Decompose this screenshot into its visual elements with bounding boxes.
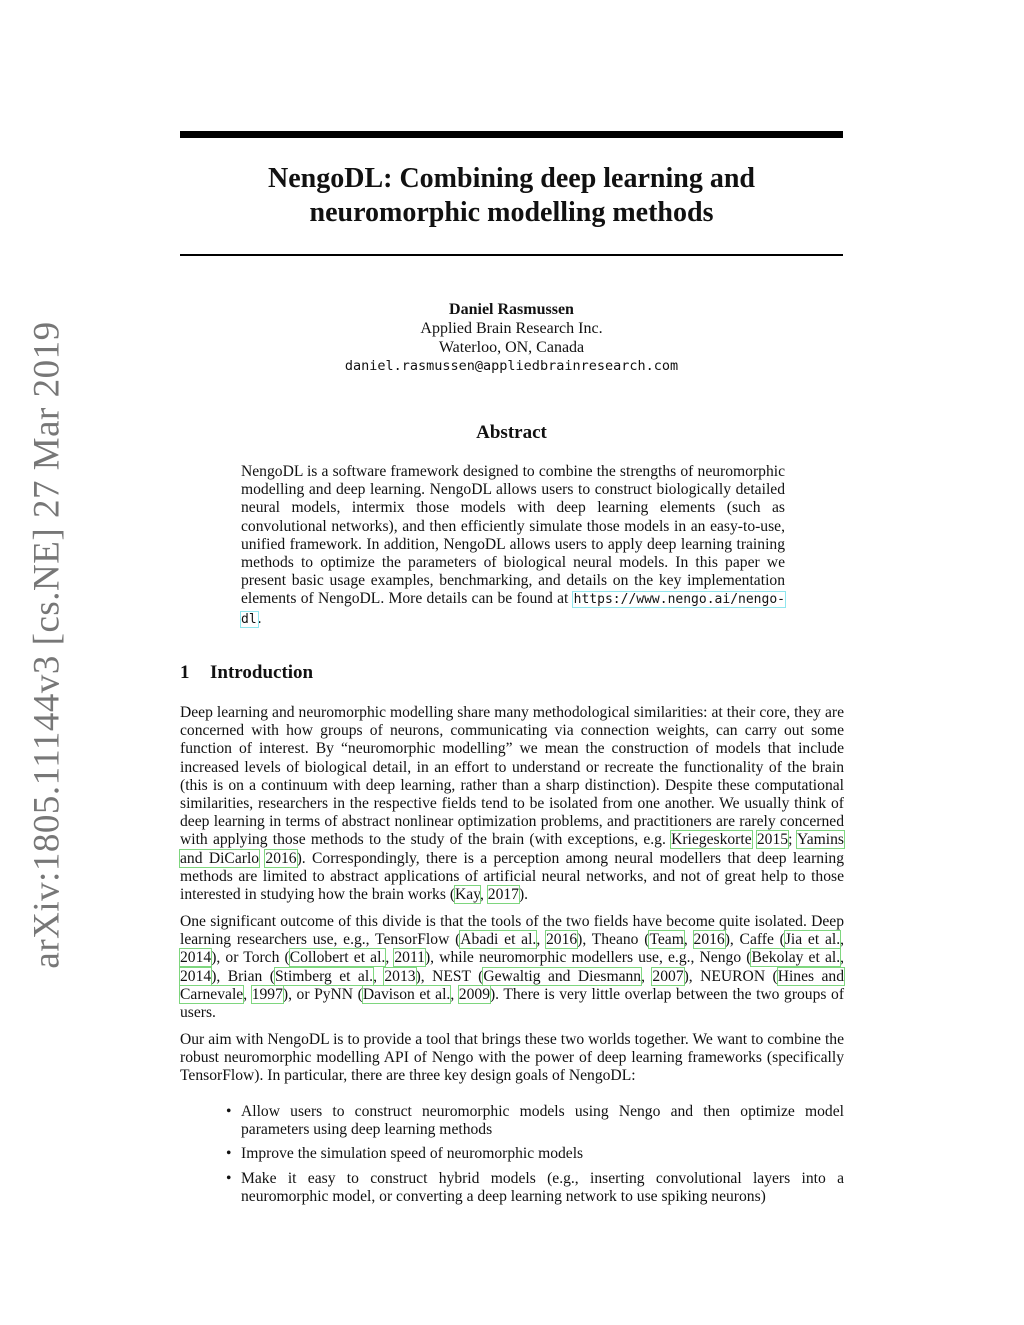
citation-link[interactable]: Gewaltig and Diesmann [483, 967, 642, 985]
arxiv-side-stamp: arXiv:1805.11144v3 [cs.NE] 27 Mar 2019 [26, 321, 68, 969]
intro-paragraph-2: One significant outcome of this divide is that the tools of the two fields have become quite isolated. Deep learning researchers use, e.g., TensorFlow (Abadi et al., 2016), Theano (Team, 2016), Caffe (Jia et al., 2014), or Torch (Collobert et al., 2011), while neuromorphic modellers use, e.g., Nengo (Bekolay et al., 2014), Brian (Stimberg et al., 2013), NEST (Gewaltig and Diesmann, 2007), NEURON (Hines and Carnevale, 1997), or PyNN (Davison et al., 2009). There is very little overlap between the two groups of users. [180, 913, 845, 1022]
citation-link[interactable]: 2016 [693, 931, 725, 949]
section-number: 1 [180, 662, 190, 683]
intro-paragraph-1: Deep learning and neuromorphic modelling share many methodological similarities: at their core, they are concerned with how groups of neurons, communicating via connection weights, can carry out some function of interest. By “neuromorphic modelling” we mean the construction of models that include increased levels of biological detail, in an effort to understand or recreate the functionality of the brain (this is on a continuum with deep learning, rather than a sharp distinction). Despite these computational similarities, researchers in the respective fields tend to be isolated from one another. We usually think of deep learning in terms of abstract nonlinear optimization problems, and practitioners are rarely concerned with applying those methods to the study of the brain (with exceptions, e.g. Kriegeskorte 2015; Yamins and DiCarlo 2016). Correspondingly, there is a perception among neural modellers that deep learning methods are limited to abstract applications of artificial neural networks, and not of great help to those interested in studying how the brain works (Kay, 2017). [180, 704, 844, 904]
citation-link[interactable]: Bekolay et al. [751, 949, 841, 967]
citation-link[interactable]: 2016 [545, 931, 578, 949]
citation-link[interactable]: Hines and Carnevale [180, 967, 844, 1003]
text-run: ), Caffe ( [724, 931, 785, 949]
bullet-icon: • [226, 1145, 232, 1163]
bullet-icon: • [226, 1103, 232, 1120]
author-affiliation: Applied Brain Research Inc. [420, 320, 603, 337]
citation-link[interactable]: 2014 [180, 967, 212, 985]
author-email[interactable]: daniel.rasmussen@appliedbrainresearch.com [344, 358, 679, 374]
text-run: One significant outcome of this divide is that the tools of the two fields have become quite isolated. Deep learning researchers use, e.g., TensorFlow ( [180, 913, 844, 949]
abstract-text: NengoDL is a software framework designed to combine the strengths of neuromorphic modelling and deep learning. NengoDL allows users to construct biologically detailed neural models, intermix those models with deep learning elements (such as convolutional networks), and then efficiently simulate those models in an easy-to-use, unified framework. In addition, NengoDL allows users to apply deep learning training methods to optimize the parameters of biological neural models. In this paper we present basic usage examples, benchmarking, and details on the key implementation elements of NengoDL. More details can be found at [241, 463, 785, 608]
title-line-2: neuromorphic modelling methods [309, 197, 714, 228]
citation-link[interactable]: Davison et al. [362, 985, 451, 1003]
paper-title [180, 162, 843, 230]
citation-link[interactable]: 2016 [265, 849, 297, 867]
citation-link[interactable]: Kay [455, 886, 480, 904]
text-run: ). Correspondingly, there is a perception among neural modellers that deep learning methods are limited to abstract applications of artificial neural networks, and not of great help to those interested in studying how the brain works ( [180, 849, 844, 904]
citation-link[interactable]: 1997 [251, 985, 283, 1003]
citation-link[interactable]: Team [649, 931, 684, 949]
text-run: ), or PyNN ( [282, 985, 363, 1003]
citation-link[interactable]: 2015 [756, 831, 789, 849]
abstract-end: . [257, 609, 262, 627]
citation-link[interactable]: Stimberg et al. [274, 967, 374, 985]
abstract-heading: Abstract [476, 422, 547, 443]
list-item-text: Improve the simulation speed of neuromorphic models [241, 1145, 584, 1163]
citation-link[interactable]: Collobert et al. [289, 949, 386, 967]
citation-link[interactable]: 2014 [180, 949, 212, 967]
citation-link[interactable]: Yamins and DiCarlo [180, 831, 844, 867]
bullet-icon: • [226, 1169, 232, 1187]
section-title: Introduction [210, 662, 314, 683]
citation-link[interactable]: 2011 [394, 949, 425, 967]
citation-link[interactable]: 2017 [487, 886, 519, 904]
list-item-text: Allow users to construct neuromorphic models using Nengo and then optimize model parameters using deep learning methods [241, 1103, 844, 1139]
title-top-rule [180, 131, 843, 138]
text-run: ). There is very little overlap between the two groups of users. [180, 985, 845, 1022]
abstract-body [241, 463, 785, 629]
author-location: Waterloo, ON, Canada [438, 339, 585, 356]
list-item [180, 1103, 844, 1139]
text-run: ), Brian ( [211, 967, 275, 985]
citation-link[interactable]: 2013 [384, 967, 416, 985]
citation-link[interactable]: Kriegeskorte [671, 831, 752, 849]
text-run: ), while neuromorphic modellers use, e.g., Nengo ( [424, 949, 752, 967]
title-line-1: NengoDL: Combining deep learning and [268, 163, 755, 194]
citation-link[interactable]: 2007 [652, 967, 684, 985]
title-bottom-rule [180, 254, 843, 256]
text-run: ), or Torch ( [211, 949, 290, 967]
citation-link[interactable]: Abadi et al. [460, 931, 537, 949]
design-goals-list [180, 1103, 844, 1212]
list-item [180, 1145, 844, 1163]
author-block [180, 300, 843, 375]
text-run: ), Theano ( [577, 931, 650, 949]
intro-paragraph-3: Our aim with NengoDL is to provide a tool that brings these two worlds together. We want to combine the robust neuromorphic modelling API of Nengo with the power of deep learning frameworks (specifically TensorFlow). In particular, there are three key design goals of NengoDL: [180, 1031, 844, 1085]
abstract-url-link[interactable]: https://www.nengo.ai/nengo-dl [241, 592, 785, 627]
text-run: ), NEST ( [415, 967, 484, 985]
list-item-text: Make it easy to construct hybrid models (e.g., inserting convolutional layers into a neuromorphic model, or converting a deep learning network to use spiking neurons) [241, 1169, 844, 1205]
citation-link[interactable]: 2009 [458, 985, 490, 1003]
author-name: Daniel Rasmussen [449, 301, 574, 318]
citation-link[interactable]: Jia et al. [784, 931, 841, 949]
text-run: ), NEURON ( [683, 967, 778, 985]
list-item [180, 1170, 844, 1206]
text-run: ). [518, 886, 529, 904]
text-run: Deep learning and neuromorphic modelling share many methodological similarities: at their core, they are concerned with how groups of neurons, communicating via connection weights, can carry out some function of interest. By “neuromorphic modelling” we mean the construction of models that include increased levels of biological detail, in an effort to understand or recreate the functionality of the brain (this is on a continuum with deep learning, rather than a sharp distinction). Despite these computational similarities, researchers in the respective fields tend to be isolated from one another. We usually think of deep learning in terms of abstract nonlinear optimization problems, and practitioners are rarely concerned with applying those methods to the study of the brain (with exceptions, e.g. [180, 704, 844, 849]
section-heading-introduction [180, 662, 313, 684]
